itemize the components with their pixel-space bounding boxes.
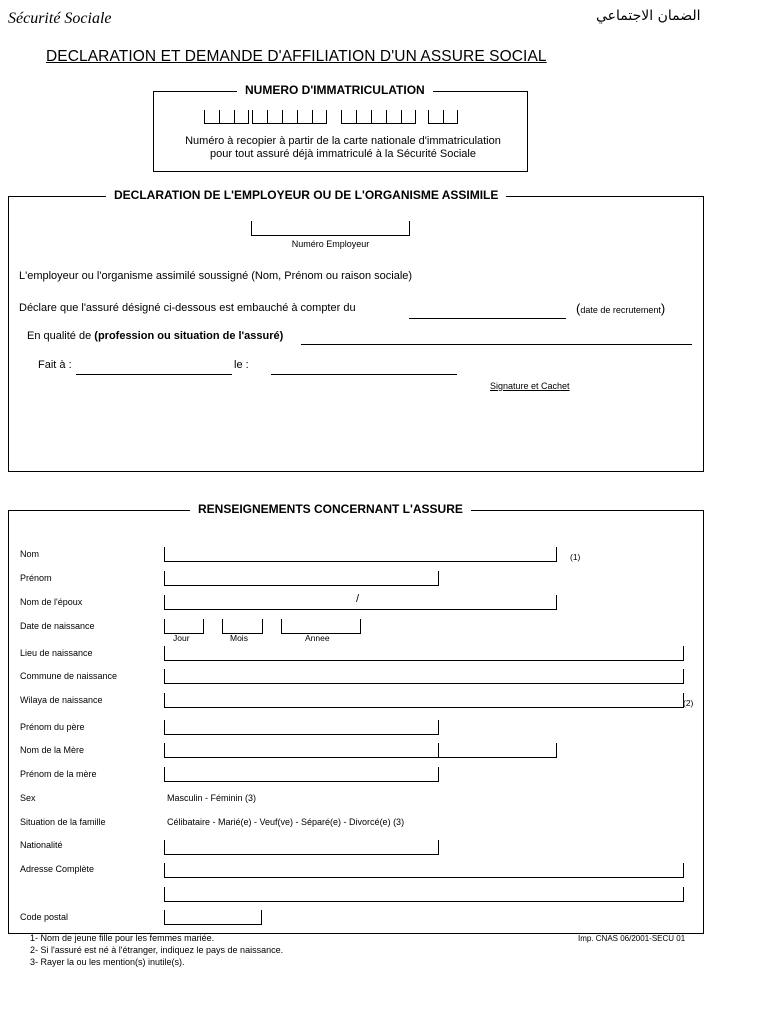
- footnote-3: 3- Rayer la ou les mention(s) inutile(s).: [30, 957, 185, 967]
- employer-soussigne-label: L'employeur ou l'organisme assimilé soussigné (Nom, Prénom ou raison sociale): [19, 270, 413, 282]
- birth-year-field[interactable]: [281, 619, 361, 634]
- place-field[interactable]: [76, 374, 232, 375]
- employer-number-field[interactable]: [251, 221, 410, 236]
- birth-place-field[interactable]: [164, 646, 684, 661]
- birth-month-caption: Mois: [230, 633, 248, 643]
- birth-place-label: Lieu de naissance: [20, 648, 93, 658]
- postal-code-field[interactable]: [164, 910, 262, 925]
- birth-year-caption: Annee: [305, 633, 330, 643]
- footnote-1: 1- Nom de jeune fille pour les femmes mariée.: [30, 933, 215, 943]
- nationality-field[interactable]: [164, 840, 439, 855]
- org-name-arabic: الضمان الاجتماعي: [596, 8, 701, 24]
- immatriculation-note-line2: pour tout assuré déjà immatriculé à la Sécurité Sociale: [210, 148, 476, 160]
- date-signed-label: le :: [234, 359, 249, 371]
- employer-number-label: Numéro Employeur: [291, 239, 370, 249]
- birth-date-label: Date de naissance: [20, 621, 95, 631]
- prenom-label: Prénom: [20, 573, 52, 583]
- employer-section-title: DECLARATION DE L'EMPLOYEUR OU DE L'ORGANISME ASSIMILE: [106, 188, 506, 202]
- imprint: Imp. CNAS 06/2001-SECU 01: [578, 934, 686, 943]
- birth-day-caption: Jour: [173, 633, 190, 643]
- footnote-ref-2: (2): [683, 698, 694, 708]
- immatriculation-digits-group-2[interactable]: [252, 110, 327, 126]
- birth-wilaya-field[interactable]: [164, 693, 684, 708]
- date-signed-field[interactable]: [271, 374, 457, 375]
- footnote-ref-1: (1): [570, 552, 581, 562]
- hire-date-field[interactable]: [409, 318, 566, 319]
- hire-date-label: Déclare que l'assuré désigné ci-dessous est embauché à compter du: [19, 302, 356, 314]
- nom-label: Nom: [20, 549, 40, 559]
- org-name-french: Sécurité Sociale: [8, 10, 112, 27]
- mother-firstname-label: Prénom de la mère: [20, 769, 97, 779]
- sex-options[interactable]: Masculin - Féminin (3): [167, 793, 257, 803]
- father-firstname-field[interactable]: [164, 720, 439, 735]
- family-status-options[interactable]: Célibataire - Marié(e) - Veuf(ve) - Séparé(e) - Divorcé(e) (3): [167, 817, 405, 827]
- birth-month-field[interactable]: [222, 619, 263, 634]
- footnote-2: 2- Si l'assuré est né à l'étranger, indiquez le pays de naissance.: [30, 945, 284, 955]
- profession-label: En qualité de (profession ou situation de l'assuré): [27, 330, 284, 342]
- profession-field[interactable]: [301, 344, 692, 345]
- spouse-name-label: Nom de l'époux: [20, 597, 83, 607]
- immatriculation-digits-group-4[interactable]: [428, 110, 458, 126]
- mother-name-divider: [438, 743, 439, 758]
- immatriculation-title: NUMERO D'IMMATRICULATION: [237, 83, 433, 97]
- family-status-label: Situation de la famille: [20, 817, 106, 827]
- immatriculation-note-line1: Numéro à recopier à partir de la carte nationale d'immatriculation: [185, 135, 501, 147]
- nationality-label: Nationalité: [20, 840, 63, 850]
- mother-firstname-field[interactable]: [164, 767, 439, 782]
- sex-label: Sex: [20, 793, 36, 803]
- birth-commune-field[interactable]: [164, 669, 684, 684]
- address-label: Adresse Complète: [20, 864, 95, 874]
- spouse-name-field[interactable]: [164, 595, 557, 610]
- place-label: Fait à :: [38, 359, 72, 371]
- hire-date-hint: (date de recrutement): [576, 301, 666, 316]
- birth-day-field[interactable]: [164, 619, 204, 634]
- prenom-field[interactable]: [164, 571, 439, 586]
- father-firstname-label: Prénom du père: [20, 722, 85, 732]
- mother-name-label: Nom de la Mère: [20, 745, 85, 755]
- postal-code-label: Code postal: [20, 912, 69, 922]
- signature-label: Signature et Cachet: [490, 381, 570, 391]
- spouse-name-separator: /: [356, 593, 360, 605]
- nom-field[interactable]: [164, 547, 557, 562]
- insured-section-title: RENSEIGNEMENTS CONCERNANT L'ASSURE: [190, 502, 471, 516]
- birth-wilaya-label: Wilaya de naissance: [20, 695, 103, 705]
- address-field-line1[interactable]: [164, 863, 684, 878]
- page-title: DECLARATION ET DEMANDE D'AFFILIATION D'UN ASSURE SOCIAL: [46, 48, 547, 65]
- birth-commune-label: Commune de naissance: [20, 671, 118, 681]
- immatriculation-digits-group-1[interactable]: [204, 110, 249, 126]
- mother-name-field[interactable]: [164, 743, 557, 758]
- address-field-line2[interactable]: [164, 887, 684, 902]
- immatriculation-digits-group-3[interactable]: [341, 110, 416, 126]
